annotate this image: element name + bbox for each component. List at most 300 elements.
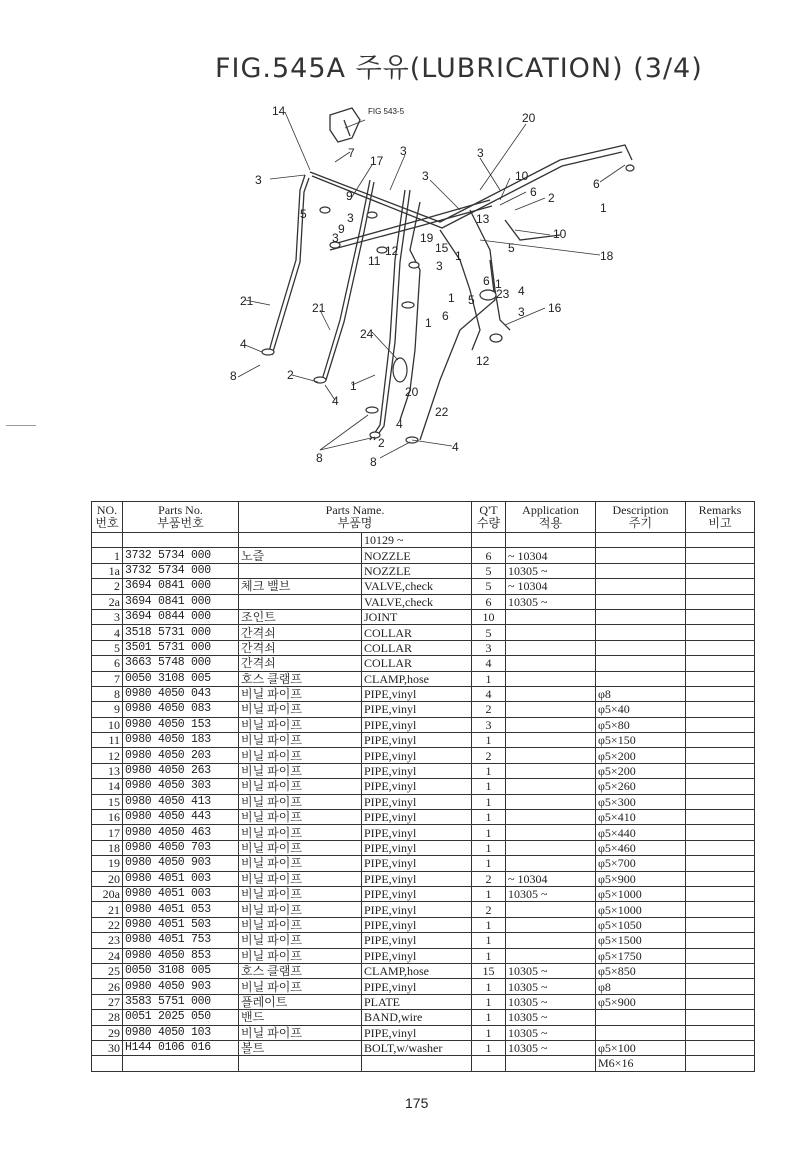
- cell-kr: [239, 563, 362, 578]
- cell-qt: 1: [472, 779, 506, 794]
- cell-remarks: [686, 717, 755, 732]
- cell-app: [506, 794, 596, 809]
- cell-app: [506, 825, 596, 840]
- cell-remarks: [686, 1040, 755, 1055]
- cell-en: NOZZLE: [362, 563, 472, 578]
- cell-kr: 비닐 파이프: [239, 886, 362, 901]
- cell-pn: 0980 4051 003: [123, 871, 239, 886]
- cell-qt: 1: [472, 917, 506, 932]
- callout: 6: [530, 185, 537, 199]
- cell-desc: [596, 625, 686, 640]
- cell-remarks: [686, 871, 755, 886]
- cell-remarks: [686, 902, 755, 917]
- cell-app: 10305 ~: [506, 563, 596, 578]
- cell-kr: 비닐 파이프: [239, 733, 362, 748]
- cell-pn: 3694 0844 000: [123, 609, 239, 624]
- cell-app: [506, 671, 596, 686]
- table-row: [92, 1010, 755, 1025]
- callout: 16: [548, 301, 562, 315]
- table-row: [92, 733, 755, 748]
- cell-desc: [596, 671, 686, 686]
- table-row: [92, 979, 755, 994]
- callout: 8: [230, 369, 237, 383]
- cell-pn: 3694 0841 000: [123, 594, 239, 609]
- table-row: [92, 871, 755, 886]
- table-row: [92, 779, 755, 794]
- cell-en: PIPE,vinyl: [362, 1025, 472, 1040]
- cell-no: 15: [92, 794, 123, 809]
- cell-desc: φ5×1750: [596, 948, 686, 963]
- cell-en: JOINT: [362, 609, 472, 624]
- cell-qt: 1: [472, 933, 506, 948]
- cell-desc: φ5×150: [596, 733, 686, 748]
- cell-en: PIPE,vinyl: [362, 979, 472, 994]
- cell-kr: 비닐 파이프: [239, 840, 362, 855]
- cell-no: 17: [92, 825, 123, 840]
- table-row: [92, 886, 755, 901]
- cell-en: NOZZLE: [362, 548, 472, 563]
- cell-qt: 1: [472, 979, 506, 994]
- cell-desc: φ5×440: [596, 825, 686, 840]
- table-row: [92, 825, 755, 840]
- cell-en: PLATE: [362, 994, 472, 1009]
- table-row: [92, 579, 755, 594]
- cell-remarks: [686, 840, 755, 855]
- cell-qt: 6: [472, 594, 506, 609]
- cell-remarks: [686, 779, 755, 794]
- cell-app: [506, 733, 596, 748]
- table-row: [92, 963, 755, 978]
- header-qt: Q'T 수량: [472, 502, 506, 533]
- cell-en: BAND,wire: [362, 1010, 472, 1025]
- cell-app: ~ 10304: [506, 579, 596, 594]
- margin-mark: [6, 425, 36, 426]
- callout: 2: [287, 368, 294, 382]
- callout: 6: [593, 177, 600, 191]
- cell-qt: 5: [472, 563, 506, 578]
- cell-app: 10305 ~: [506, 994, 596, 1009]
- cell-pn: 3694 0841 000: [123, 579, 239, 594]
- cell-no: 22: [92, 917, 123, 932]
- cell-kr: 체크 밸브: [239, 579, 362, 594]
- callout: 1: [455, 249, 462, 263]
- cell-qt: 2: [472, 871, 506, 886]
- callout: 3: [422, 169, 429, 183]
- callout: 2: [548, 191, 555, 205]
- cell-no: 10: [92, 717, 123, 732]
- table-row: [92, 1056, 755, 1071]
- cell-remarks: [686, 1025, 755, 1040]
- cell-pn: 0980 4050 263: [123, 763, 239, 778]
- cell-no: 11: [92, 733, 123, 748]
- cell-pn: 0980 4050 083: [123, 702, 239, 717]
- cell-app: 10305 ~: [506, 1025, 596, 1040]
- cell-kr: 비닐 파이프: [239, 871, 362, 886]
- cell-en: COLLAR: [362, 625, 472, 640]
- table-row: [92, 656, 755, 671]
- cell-no: 7: [92, 671, 123, 686]
- cell-pn: 0980 4051 503: [123, 917, 239, 932]
- cell-desc: [596, 563, 686, 578]
- cell-kr: 비닐 파이프: [239, 794, 362, 809]
- cell-kr: 간격쇠: [239, 625, 362, 640]
- cell-pn: 3518 5731 000: [123, 625, 239, 640]
- cell-app: [506, 609, 596, 624]
- callout: 3: [518, 305, 525, 319]
- callout: 18: [600, 249, 614, 263]
- table-header-row: [92, 502, 755, 533]
- cell-qt: 1: [472, 886, 506, 901]
- cell-app: [506, 948, 596, 963]
- cell-kr: 밴드: [239, 1010, 362, 1025]
- cell-remarks: [686, 886, 755, 901]
- table-row: [92, 902, 755, 917]
- cell-remarks: [686, 640, 755, 655]
- table-row: [92, 1040, 755, 1055]
- cell-en: PIPE,vinyl: [362, 717, 472, 732]
- cell-pn: 0980 4051 003: [123, 886, 239, 901]
- table-row: [92, 917, 755, 932]
- cell-app: [506, 933, 596, 948]
- cell-en: PIPE,vinyl: [362, 933, 472, 948]
- cell-kr: 비닐 파이프: [239, 948, 362, 963]
- callout: 15: [435, 241, 449, 255]
- cell-pn: 3583 5751 000: [123, 994, 239, 1009]
- cell-desc: φ5×900: [596, 871, 686, 886]
- cell-desc: φ5×900: [596, 994, 686, 1009]
- cell-qt: 6: [472, 548, 506, 563]
- table-row: [92, 686, 755, 701]
- table-row: [92, 856, 755, 871]
- callout: 20: [522, 111, 536, 125]
- cell-app: [506, 810, 596, 825]
- cell-kr: 조인트: [239, 609, 362, 624]
- cell-desc: φ5×80: [596, 717, 686, 732]
- cell-kr: 비닐 파이프: [239, 825, 362, 840]
- cell-pn: 0980 4050 303: [123, 779, 239, 794]
- cell-desc: [596, 579, 686, 594]
- cell-kr: 비닐 파이프: [239, 979, 362, 994]
- callout: 7: [348, 146, 355, 160]
- cell-pn: 0051 2025 050: [123, 1010, 239, 1025]
- cell-no: 12: [92, 748, 123, 763]
- cell-no: 2a: [92, 594, 123, 609]
- callout: 5: [508, 241, 515, 255]
- callout: 9: [338, 222, 345, 236]
- cell-pn: 0980 4050 703: [123, 840, 239, 855]
- callout: 17: [370, 154, 384, 168]
- cell-qt: 15: [472, 963, 506, 978]
- cell-desc: [596, 609, 686, 624]
- callout: 6: [483, 274, 490, 288]
- cell-desc: φ5×40: [596, 702, 686, 717]
- cell-app: [506, 625, 596, 640]
- cell-qt: 5: [472, 625, 506, 640]
- cell-desc: φ5×300: [596, 794, 686, 809]
- cell-remarks: [686, 763, 755, 778]
- cell-app: [506, 686, 596, 701]
- cell-no: 16: [92, 810, 123, 825]
- cell-app: [506, 748, 596, 763]
- lubrication-diagram: [0, 90, 787, 470]
- cell-qt: 1: [472, 794, 506, 809]
- callout: 11: [368, 254, 381, 268]
- callout: 20: [405, 385, 419, 399]
- cell-remarks: [686, 702, 755, 717]
- cell-desc: φ5×700: [596, 856, 686, 871]
- cell-remarks: [686, 733, 755, 748]
- cell-no: 18: [92, 840, 123, 855]
- cell-pn: 0980 4050 103: [123, 1025, 239, 1040]
- cell-kr: 비닐 파이프: [239, 933, 362, 948]
- cell-en: PIPE,vinyl: [362, 902, 472, 917]
- cell-app: [506, 640, 596, 655]
- cell-remarks: [686, 994, 755, 1009]
- cell-kr: 비닐 파이프: [239, 717, 362, 732]
- cell-pn: [123, 1056, 239, 1071]
- cell-pn: 0980 4050 853: [123, 948, 239, 963]
- cell-qt: 2: [472, 902, 506, 917]
- callout: 3: [332, 231, 339, 245]
- cell-en: VALVE,check: [362, 579, 472, 594]
- cell-app: [506, 763, 596, 778]
- callout: 4: [452, 440, 459, 454]
- cell-app: 10305 ~: [506, 963, 596, 978]
- cell-pn: 3501 5731 000: [123, 640, 239, 655]
- cell-kr: 비닐 파이프: [239, 917, 362, 932]
- cell-kr: 호스 클램프: [239, 671, 362, 686]
- table-row: [92, 1025, 755, 1040]
- cell-en: COLLAR: [362, 656, 472, 671]
- cell-no: 3: [92, 609, 123, 624]
- cell-kr: 호스 클램프: [239, 963, 362, 978]
- cell-pn: 3732 5734 000: [123, 548, 239, 563]
- cell-remarks: [686, 548, 755, 563]
- table-row: [92, 933, 755, 948]
- cell-en: PIPE,vinyl: [362, 917, 472, 932]
- cell-desc: φ5×1050: [596, 917, 686, 932]
- callout: 13: [476, 212, 490, 226]
- cell-no: 14: [92, 779, 123, 794]
- page-number: 175: [405, 1095, 429, 1111]
- cell-remarks: [686, 794, 755, 809]
- callout: 1: [425, 316, 432, 330]
- cell-remarks: [686, 825, 755, 840]
- cell-en: PIPE,vinyl: [362, 733, 472, 748]
- callout: 9: [346, 189, 353, 203]
- cell-pn: 0980 4050 463: [123, 825, 239, 840]
- cell-desc: φ5×460: [596, 840, 686, 855]
- cell-pn: H144 0106 016: [123, 1040, 239, 1055]
- header-parts-no: Parts No. 부품번호: [123, 502, 239, 533]
- cell-kr: 비닐 파이프: [239, 856, 362, 871]
- cell-remarks: [686, 656, 755, 671]
- cell-pn: 0980 4050 043: [123, 686, 239, 701]
- cell-no: 6: [92, 656, 123, 671]
- cell-desc: φ8: [596, 979, 686, 994]
- cell-no: 1a: [92, 563, 123, 578]
- cell-desc: φ5×1000: [596, 902, 686, 917]
- callout: 1: [350, 379, 357, 393]
- cell-app: [506, 917, 596, 932]
- table-row: [92, 948, 755, 963]
- cell-qt: 1: [472, 856, 506, 871]
- callout: 10: [515, 169, 529, 183]
- cell-en: PIPE,vinyl: [362, 794, 472, 809]
- cell-desc: φ8: [596, 686, 686, 701]
- cell-app: ~ 10304: [506, 548, 596, 563]
- table-row: [92, 794, 755, 809]
- cell-no: 30: [92, 1040, 123, 1055]
- cell-remarks: [686, 594, 755, 609]
- callout: 6: [442, 309, 449, 323]
- cell-qt: 3: [472, 717, 506, 732]
- parts-table: [91, 501, 755, 1072]
- cell-no: [92, 1056, 123, 1071]
- cell-en: PIPE,vinyl: [362, 779, 472, 794]
- callout: 4: [518, 284, 525, 298]
- serial-row: [92, 533, 755, 548]
- callout: 10: [553, 227, 567, 241]
- table-row: [92, 717, 755, 732]
- cell-desc: [596, 1010, 686, 1025]
- cell-no: 23: [92, 933, 123, 948]
- table-row: [92, 840, 755, 855]
- cell-en: PIPE,vinyl: [362, 840, 472, 855]
- cell-kr: 비닐 파이프: [239, 702, 362, 717]
- cell-remarks: [686, 609, 755, 624]
- table-row: [92, 548, 755, 563]
- cell-desc: φ5×200: [596, 763, 686, 778]
- callout: 3: [347, 211, 354, 225]
- cell-app: 10305 ~: [506, 1040, 596, 1055]
- cell-kr: 비닐 파이프: [239, 1025, 362, 1040]
- cell-app: [506, 856, 596, 871]
- table-row: [92, 994, 755, 1009]
- cell-qt: 2: [472, 702, 506, 717]
- table-row: [92, 609, 755, 624]
- cell-qt: 1: [472, 810, 506, 825]
- cell-qt: 1: [472, 733, 506, 748]
- cell-remarks: [686, 686, 755, 701]
- cell-no: 27: [92, 994, 123, 1009]
- cell-app: 10305 ~: [506, 594, 596, 609]
- callout: 3: [477, 146, 484, 160]
- callout: 8: [370, 455, 377, 469]
- cell-en: PIPE,vinyl: [362, 748, 472, 763]
- cell-remarks: [686, 579, 755, 594]
- cell-no: 5: [92, 640, 123, 655]
- cell-qt: 1: [472, 1025, 506, 1040]
- cell-pn: 0980 4051 053: [123, 902, 239, 917]
- cell-app: 10305 ~: [506, 1010, 596, 1025]
- cell-kr: 비닐 파이프: [239, 810, 362, 825]
- cell-app: [506, 656, 596, 671]
- cell-no: 20a: [92, 886, 123, 901]
- cell-remarks: [686, 810, 755, 825]
- cell-qt: 1: [472, 840, 506, 855]
- cell-en: PIPE,vinyl: [362, 686, 472, 701]
- cell-app: 10305 ~: [506, 979, 596, 994]
- cell-desc: φ5×260: [596, 779, 686, 794]
- cell-no: 25: [92, 963, 123, 978]
- cell-remarks: [686, 625, 755, 640]
- cell-kr: 간격쇠: [239, 656, 362, 671]
- cell-kr: 간격쇠: [239, 640, 362, 655]
- cell-no: 28: [92, 1010, 123, 1025]
- cell-app: [506, 779, 596, 794]
- cell-qt: 2: [472, 748, 506, 763]
- cell-qt: 1: [472, 1010, 506, 1025]
- cell-qt: 1: [472, 763, 506, 778]
- callout: 4: [332, 394, 339, 408]
- header-description: Description 주기: [596, 502, 686, 533]
- cell-desc: φ5×200: [596, 748, 686, 763]
- cell-remarks: [686, 948, 755, 963]
- callout: 4: [240, 337, 247, 351]
- cell-qt: 4: [472, 686, 506, 701]
- callout: 12: [385, 244, 399, 258]
- table-row: [92, 702, 755, 717]
- callout: 23: [496, 287, 510, 301]
- cell-kr: 볼트: [239, 1040, 362, 1055]
- callout: 2: [378, 436, 385, 450]
- table-row: [92, 640, 755, 655]
- cell-remarks: [686, 917, 755, 932]
- cell-kr: 노즐: [239, 548, 362, 563]
- cell-no: 19: [92, 856, 123, 871]
- cell-kr: 비닐 파이프: [239, 902, 362, 917]
- table-row: [92, 748, 755, 763]
- cell-qt: 1: [472, 948, 506, 963]
- cell-desc: φ5×1500: [596, 933, 686, 948]
- cell-pn: 3663 5748 000: [123, 656, 239, 671]
- cell-desc: [596, 548, 686, 563]
- cell-remarks: [686, 963, 755, 978]
- table-row: [92, 810, 755, 825]
- cell-qt: 3: [472, 640, 506, 655]
- cell-pn: 0980 4050 153: [123, 717, 239, 732]
- header-application: Application 적용: [506, 502, 596, 533]
- cell-desc: φ5×850: [596, 963, 686, 978]
- cell-en: [362, 1056, 472, 1071]
- figure-reference: FIG 543-5: [368, 107, 405, 116]
- cell-remarks: [686, 1010, 755, 1025]
- cell-kr: 플레이트: [239, 994, 362, 1009]
- callout: 1: [600, 201, 607, 215]
- cell-app: [506, 717, 596, 732]
- cell-qt: [472, 1056, 506, 1071]
- cell-en: CLAMP,hose: [362, 963, 472, 978]
- cell-en: PIPE,vinyl: [362, 871, 472, 886]
- cell-en: PIPE,vinyl: [362, 856, 472, 871]
- cell-en: PIPE,vinyl: [362, 763, 472, 778]
- cell-desc: [596, 594, 686, 609]
- cell-qt: 4: [472, 656, 506, 671]
- cell-en: VALVE,check: [362, 594, 472, 609]
- cell-en: PIPE,vinyl: [362, 825, 472, 840]
- cell-no: 4: [92, 625, 123, 640]
- cell-kr: 비닐 파이프: [239, 686, 362, 701]
- callout: 5: [300, 207, 307, 221]
- cell-desc: [596, 656, 686, 671]
- callout: 21: [312, 301, 326, 315]
- cell-no: 8: [92, 686, 123, 701]
- cell-no: 21: [92, 902, 123, 917]
- cell-en: PIPE,vinyl: [362, 948, 472, 963]
- cell-pn: 0980 4050 183: [123, 733, 239, 748]
- table-row: [92, 763, 755, 778]
